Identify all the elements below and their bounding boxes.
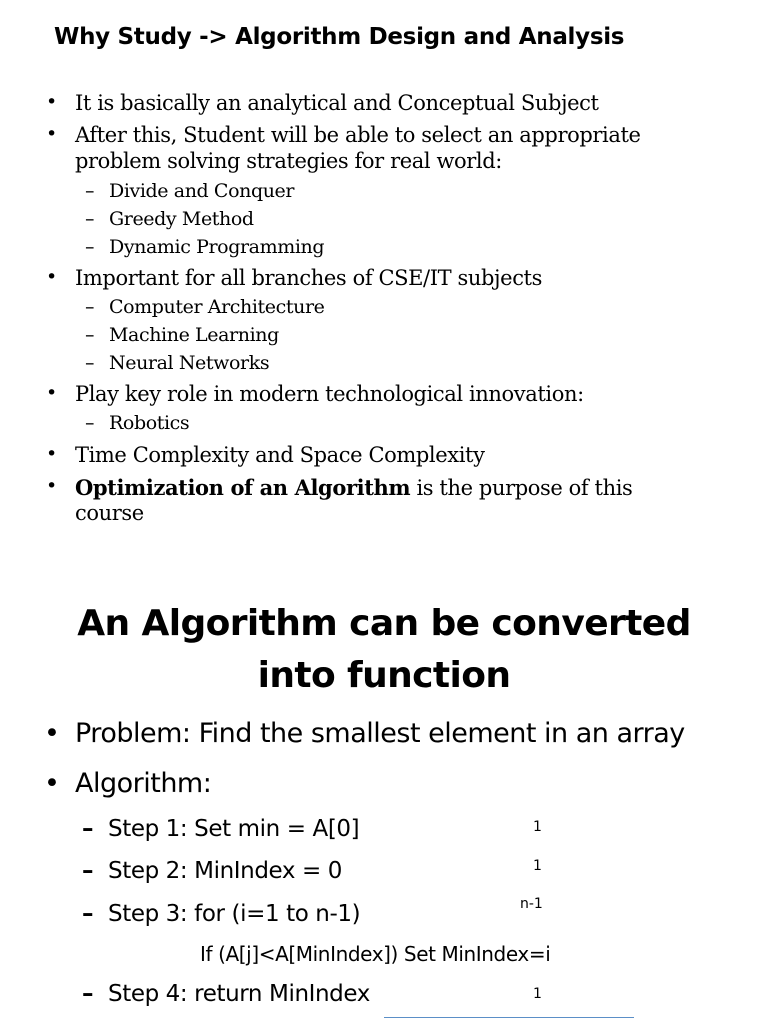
divider-line — [384, 1017, 634, 1018]
step-text: Step 1: Set min = A[0] — [108, 816, 360, 842]
step-cost: n-1 — [520, 896, 543, 912]
bullet-dot-icon: • — [46, 266, 57, 288]
bullet-text: Important for all branches of CSE/IT subjects — [75, 266, 542, 290]
sub-bullet-text: Greedy Method — [109, 208, 254, 230]
step-cost: 1 — [533, 858, 542, 874]
dash-icon: – — [82, 901, 94, 927]
step-text: Step 2: MinIndex = 0 — [108, 858, 343, 884]
dash-icon: – — [85, 324, 95, 346]
bullet-text: Time Complexity and Space Complexity — [75, 443, 485, 467]
sub-bullet-text: Neural Networks — [109, 352, 270, 374]
bullet-dot-icon: • — [46, 91, 57, 113]
step-cost: 1 — [533, 986, 542, 1002]
bullet-dot-icon: • — [44, 768, 60, 799]
bullet-text: After this, Student will be able to select an appropriate — [75, 123, 641, 147]
sub-bullet-text: Robotics — [109, 412, 190, 434]
dash-icon: – — [82, 981, 94, 1007]
dash-icon: – — [85, 352, 95, 374]
bullet-text — [75, 475, 632, 500]
sub-bullet-text: Divide and Conquer — [109, 180, 295, 202]
step-cost: 1 — [533, 819, 542, 835]
bullet-dot-icon: • — [44, 718, 60, 749]
bullet-text-rest: is the purpose of this — [410, 476, 633, 500]
bullet-dot-icon: • — [46, 475, 57, 497]
bullet-text: Play key role in modern technological innovation: — [75, 382, 584, 406]
dash-icon: – — [85, 208, 95, 230]
sub-bullet-text: Dynamic Programming — [109, 236, 325, 258]
bullet-text: Algorithm: — [75, 768, 212, 799]
dash-icon: – — [82, 858, 94, 884]
bullet-dot-icon: • — [46, 382, 57, 404]
dash-icon: – — [85, 180, 95, 202]
bullet-dot-icon: • — [46, 123, 57, 145]
slide-title: Why Study -> Algorithm Design and Analysis — [54, 24, 625, 50]
dash-icon: – — [82, 816, 94, 842]
step-body: If (A[j]<A[MinIndex]) Set MinIndex=i — [200, 942, 551, 966]
bullet-text: problem solving strategies for real world: — [75, 149, 502, 173]
sub-bullet-text: Machine Learning — [109, 324, 279, 346]
bullet-text: It is basically an analytical and Conceptual Subject — [75, 91, 599, 115]
sub-bullet-text: Computer Architecture — [109, 296, 325, 318]
dash-icon: – — [85, 412, 95, 434]
bullet-text: course — [75, 501, 144, 525]
title-line: into function — [257, 655, 511, 696]
slide-algorithm-function — [0, 590, 768, 1024]
step-text: Step 4: return MinIndex — [108, 981, 370, 1007]
bullet-dot-icon: • — [46, 443, 57, 465]
title-line: An Algorithm can be converted — [77, 603, 691, 644]
dash-icon: – — [85, 236, 95, 258]
dash-icon: – — [85, 296, 95, 318]
bullet-text: Problem: Find the smallest element in an array — [75, 718, 685, 749]
bold-phrase: Optimization of an Algorithm — [75, 475, 411, 500]
step-text: Step 3: for (i=1 to n-1) — [108, 901, 361, 927]
slide-title — [0, 598, 768, 702]
